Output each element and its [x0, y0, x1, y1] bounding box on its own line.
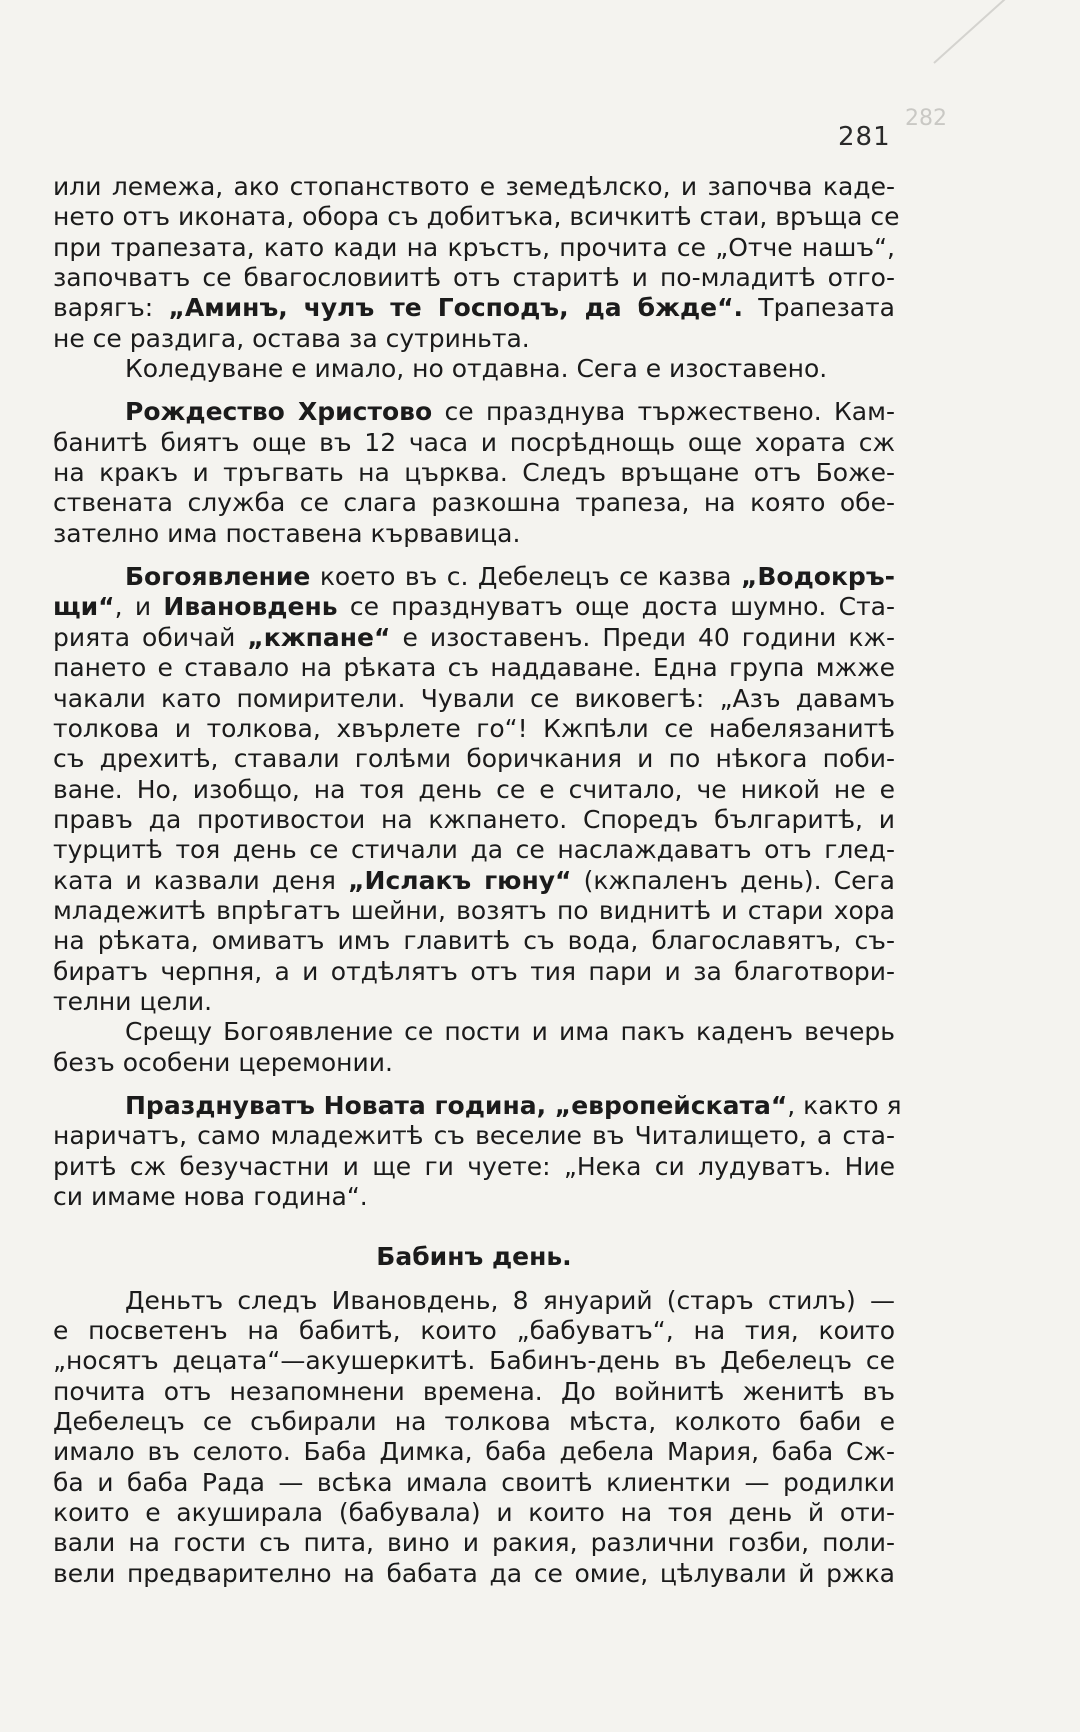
bold-phrase: „кжпане“: [247, 622, 391, 652]
text-span: Трапезата: [743, 293, 895, 323]
text-line: Деньтъ следъ Ивановдень, 8 януарий (старъ стилъ) —: [125, 1285, 895, 1315]
text-line: биратъ черпня, а и отдѣлятъ отъ тия пари и за благотвори-: [53, 956, 895, 986]
text-line: зателно има поставена кървавица.: [53, 518, 521, 548]
text-line: на кракъ и тръгвать на църква. Следъ връщане отъ Боже-: [53, 458, 895, 488]
text-line: на рѣката, омиватъ имъ главитѣ съ вода, благославятъ, съ-: [53, 926, 895, 956]
text-span: ката и казвали деня: [53, 865, 349, 895]
text-line: ване. Но, изобщо, на тоя день се е считало, че никой не е: [53, 774, 895, 804]
text-span: което въ с. Дебелецъ се казва: [310, 562, 741, 592]
section-heading-new-year: Празднуватъ Новата година, „европейската“: [125, 1090, 788, 1120]
section-title-text: Бабинъ день.: [376, 1242, 572, 1272]
text-line: при трапезата, като кади на кръстъ, прочита се „Отче нашъ“,: [53, 232, 895, 262]
text-line: почита отъ незапомнени времена. До войнитѣ женитѣ въ: [53, 1376, 895, 1406]
paragraph-gap: [53, 549, 895, 562]
section-heading-epiphany: Богоявление: [125, 562, 311, 592]
text-line: Дебелецъ се събирали на толкова мѣста, колкото баби е: [53, 1407, 895, 1437]
section-heading-christmas: Рождество Христово: [125, 397, 433, 427]
text-line: турцитѣ тоя день се стичали да се наслаждаватъ отъ глед-: [53, 835, 895, 865]
text-line: „носятъ децата“—акушеркитѣ. Бабинъ-день въ Дебелецъ се: [53, 1346, 895, 1376]
text-line: Коледуване е имало, но отдавна. Сега е изоставено.: [125, 354, 828, 384]
text-span: се празднуватъ още доста шумно. Ста-: [337, 592, 895, 622]
text-line: ствената служба се слага разкошна трапеза, на която обе-: [53, 488, 895, 518]
text-line: съ дрехитѣ, ставали голѣми боричкания и по нѣкога поби-: [53, 744, 895, 774]
bleed-through-page-number: 282: [905, 106, 947, 131]
bold-phrase: „Аминъ, чулъ те Господъ, да бжде“.: [168, 293, 744, 323]
bold-phrase: „Ислакъ гюну“: [348, 865, 572, 895]
text-line: [53, 866, 895, 896]
text-line: ба и баба Рада — всѣка имала своитѣ клиентки — родилки: [53, 1467, 895, 1497]
text-line: панeто е ставало на рѣката съ наддаване. Една група мжже: [53, 653, 895, 683]
text-line: имало въ селото. Баба Димка, баба дебела Мария, баба Сж-: [53, 1437, 895, 1467]
text-line: правъ да противостои на кжпането. Споредъ българитѣ, и: [53, 804, 895, 834]
text-span: варягъ:: [53, 293, 169, 323]
paragraph-gap: [53, 1078, 895, 1091]
text-span: е изоставенъ. Преди 40 години кж-: [390, 622, 895, 652]
text-span: (кжпаленъ день). Сега: [571, 865, 895, 895]
text-line: не се раздига, остава за сутриньта.: [53, 323, 530, 353]
text-line: си имаме нова година“.: [53, 1182, 368, 1211]
text-span: , както я: [787, 1090, 902, 1120]
text-line: вали на гости съ пита, вино и ракия, различни гозби, поли-: [53, 1528, 895, 1558]
text-line: Срещу Богоявление се пости и има пакъ каденъ вечерь: [125, 1017, 895, 1047]
text-line: безъ особени церемонии.: [53, 1047, 393, 1077]
text-line: [53, 293, 895, 323]
section-gap: [53, 1212, 895, 1242]
text-line: младежитѣ впрѣгатъ шейни, возятъ по виднитѣ и стари хора: [53, 895, 895, 925]
text-line: [53, 562, 895, 592]
text-line: нето отъ иконата, обора съ добитъка, всичкитѣ стаи, връща се: [53, 202, 900, 232]
page-number: 281: [838, 122, 891, 152]
text-line: които е акуширала (бабувала) и които на тоя день й оти-: [53, 1498, 895, 1528]
text-line: наричатъ, само младежитѣ съ веселие въ Читалището, а ста-: [53, 1121, 895, 1151]
paragraph-gap: [53, 384, 895, 397]
text-span: рията обичай: [53, 622, 248, 652]
text-line: чакали като помирители. Чували се виковегѣ: „Азъ давамъ: [53, 683, 895, 713]
text-line: е посветенъ на бабитѣ, които „бабуватъ“, на тия, които: [53, 1316, 895, 1346]
section-title-babin-den: [53, 1242, 895, 1272]
bold-phrase: Ивановдень: [163, 592, 338, 622]
corner-mark: [933, 0, 1016, 64]
text-line: започватъ се бвагословиитѣ отъ старитѣ и по-младитѣ отго-: [53, 263, 895, 293]
paragraph-gap: [53, 1273, 895, 1286]
text-line: ритѣ сж безучастни и ще ги чуете: „Нека си лудуватъ. Ние: [53, 1151, 895, 1181]
text-line: телни цели.: [53, 986, 213, 1016]
text-line: или лемежа, ако стопанството е земедѣлско, и започва каде-: [53, 172, 895, 201]
text-span: , и: [114, 592, 164, 622]
text-line: толкова и толкова, хвърлете го“! Кжпѣли се набелязанитѣ: [53, 713, 895, 743]
text-line: банитѣ биятъ още въ 12 часа и посрѣднощь още хората сж: [53, 427, 895, 457]
text-line: [53, 1090, 902, 1121]
bold-phrase: щи“: [53, 592, 115, 622]
bold-phrase: „Водокръ-: [740, 562, 895, 592]
text-span: се празднува тържествено. Кам-: [432, 397, 895, 427]
text-line: вели предварително на бабата да се омие, цѣлували й ржка: [53, 1558, 895, 1588]
body-text: [53, 172, 902, 1589]
text-line: [53, 623, 895, 653]
text-line: [53, 592, 895, 622]
text-line: [53, 397, 895, 427]
